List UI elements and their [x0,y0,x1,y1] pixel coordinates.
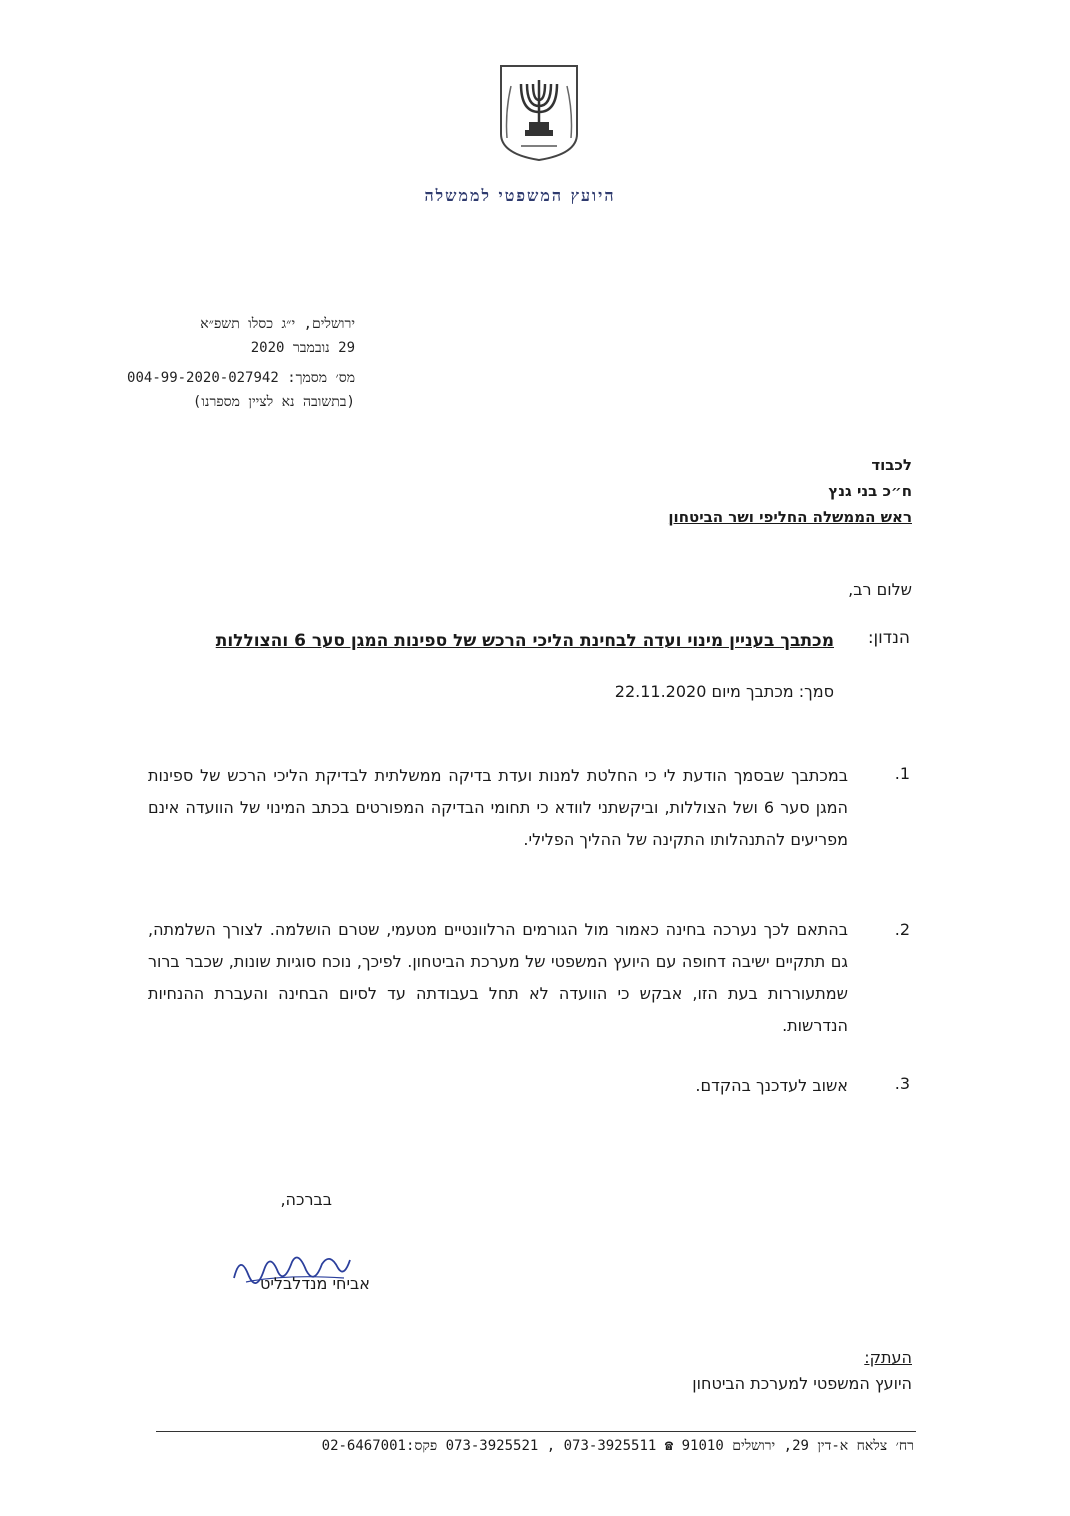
signer-name: אביחי מנדלבליט [259,1274,370,1293]
reply-reference-note: (בתשובה נא לציין מספרנו) [192,394,355,410]
document-number: מס׳ מסמך: 004-99-2020-027942 [127,370,355,386]
cc-label: העתק: [864,1348,912,1367]
subject-label: הנדון: [867,628,910,648]
paragraph-text: אשוב לעדכנך בהקדם. [695,1076,848,1095]
addressee-title: ראש הממשלה החליפי ושר הביטחון [668,508,912,526]
place-date: ירושלים, י״ג כסלו תשפ״א [200,316,355,332]
addressee-name: ח״כ בני גנץ [828,482,912,500]
gregorian-date: 29 נובמבר 2020 [250,340,355,356]
paragraph-text: בהתאם לכך נערכה בחינה כאמור מול הגורמים הרלוונטיים מטעמי, שטרם הושלמה. לצורך השלמתה, גם תתקיים ישיבה דחופה עם היועץ המשפטי של מערכת הביטחון. לפיכך, נוכח סוגיות שונות, שכבר ברור שמתעוררות בעת הזו, אבקש כי הוועדה לא תחל בעבודתה עד לסיום הבחינה והעברת ההנחיות הנדרשות. [148,920,848,1035]
footer-contact: רח׳ צלאח א-דין 29, ירושלים 91010 ☎ 073-3925511 , 073-3925521 פקס:02-6467001 [321,1438,914,1454]
paragraph-number: .3 [894,1074,910,1093]
greeting: שלום רב, [848,580,912,599]
footer-divider [156,1431,916,1432]
reference-line: סמך: מכתבך מיום 22.11.2020 [614,682,834,701]
office-name: היועץ המשפטי לממשלה [424,186,616,205]
closing: בברכה, [280,1190,332,1209]
paragraph-text: במכתבך שבסמך הודעת לי כי החלטת למנות ועדת בדיקה ממשלתית לבדיקת הליכי הרכש של ספינות המגן סער 6 ושל הצוללות, וביקשתני לוודא כי תחומי הבדיקה המפורטים בכתב המינוי של הוועדה אינם מפריעים להתנהלותו התקינה של ההליך הפלילי. [148,766,848,849]
paragraph-number: .1 [894,764,910,783]
cc-recipient: היועץ המשפטי למערכת הביטחון [692,1374,912,1393]
paragraph-number: .2 [894,920,910,939]
subject-text: מכתבך בעניין מינוי ועדה לבחינת הליכי הרכש של ספינות המגן סער 6 והצוללות [215,631,834,651]
addressee-label: לכבוד [871,456,912,474]
menorah-emblem-icon [497,62,581,162]
